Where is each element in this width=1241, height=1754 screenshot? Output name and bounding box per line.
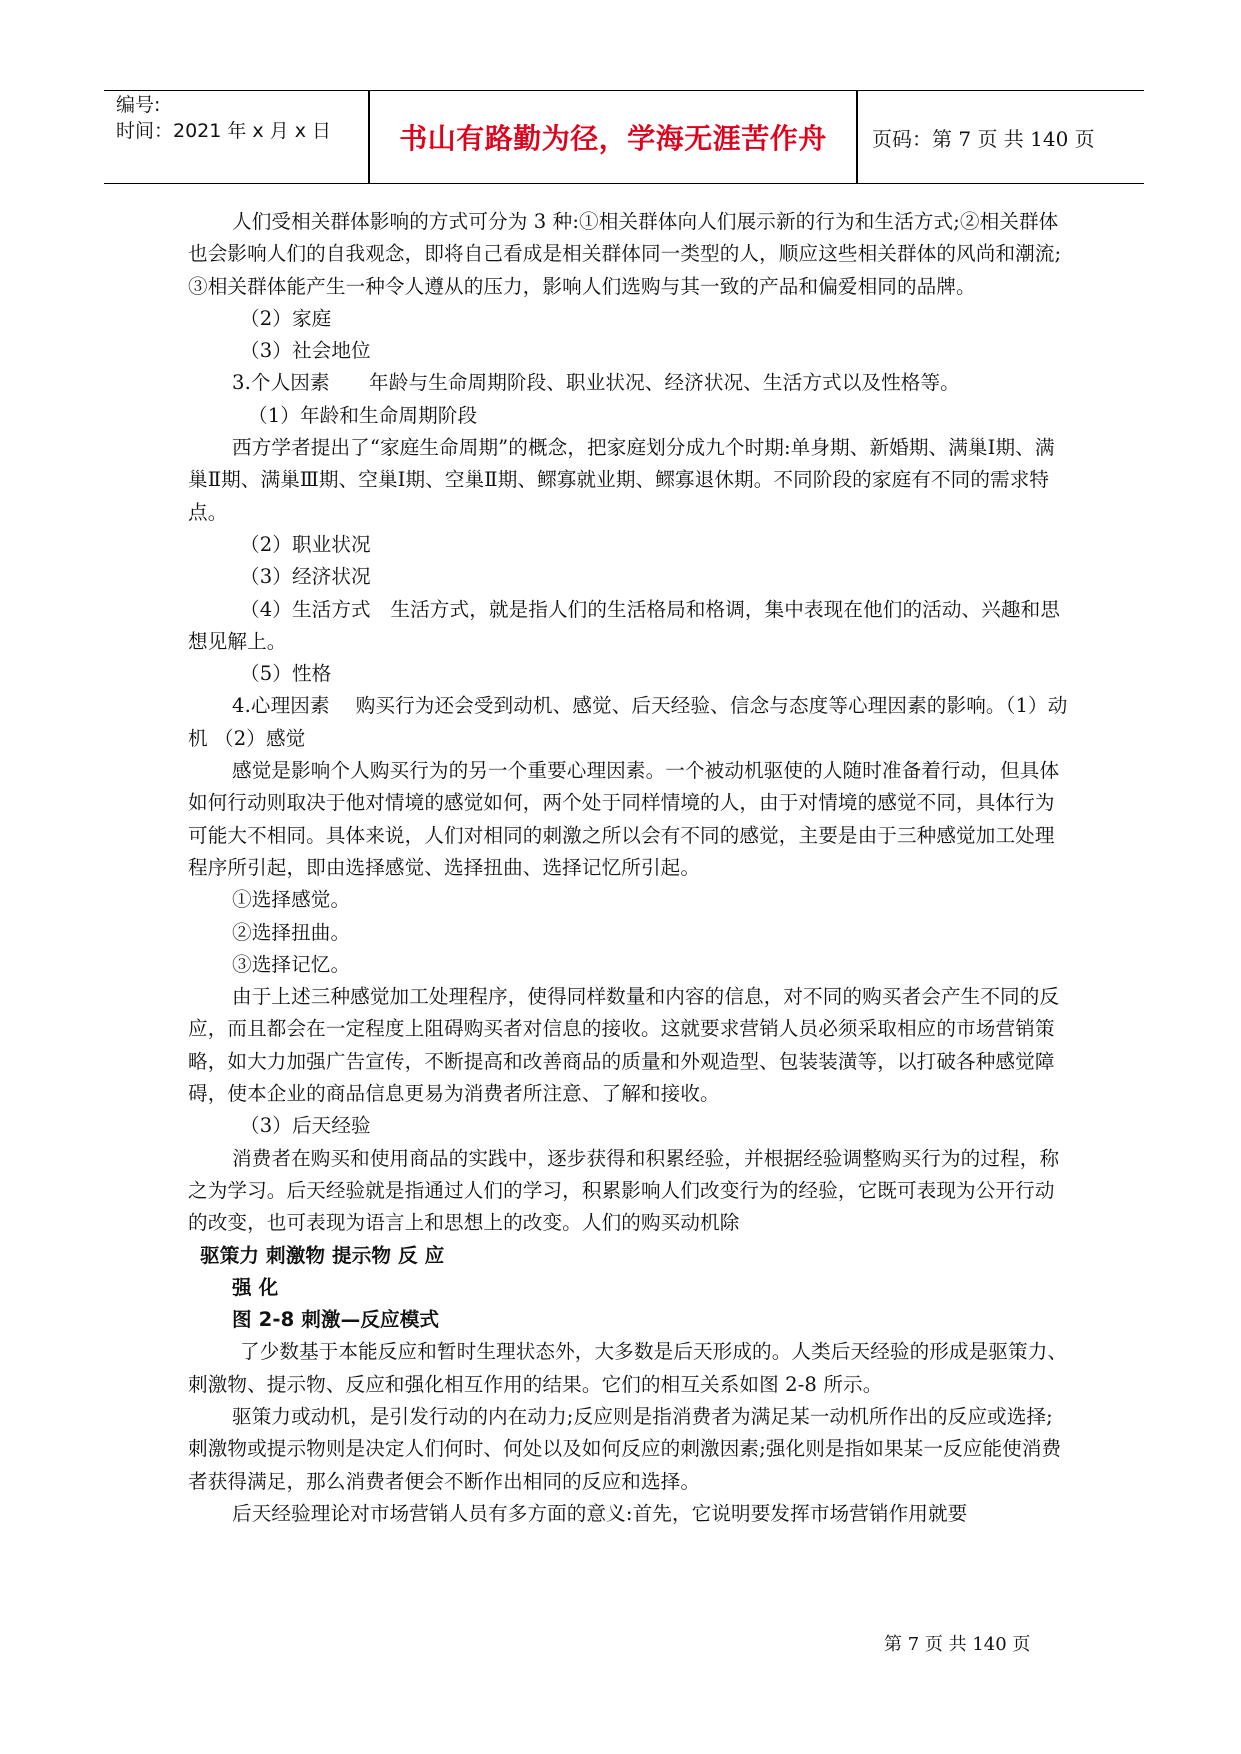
paragraph: 西方学者提出了“家庭生命周期”的概念，把家庭划分成九个时期:单身期、新婚期、满巢Ⅰ期、满巢Ⅱ期、满巢Ⅲ期、空巢Ⅰ期、空巢Ⅱ期、鳏寡就业期、鳏寡退休期。不同阶段的家庭有不同的需求特点。: [188, 436, 1055, 524]
paragraph: 消费者在购买和使用商品的实践中，逐步获得和积累经验，并根据经验调整购买行为的过程，称之为学习。后天经验就是指通过人们的学习，积累影响人们改变行为的经验，它既可表现为公开行动的改变，也可表现为语言上和思想上的改变。人们的购买动机除: [188, 1146, 1060, 1235]
paragraph: （1）年龄和生命周期阶段: [248, 403, 478, 427]
section-heading: 3.个人因素 年龄与生命周期阶段、职业状况、经济状况、生活方式以及性格等。: [232, 371, 960, 395]
paragraph: ①选择感觉。: [232, 888, 351, 912]
header-motto: 书山有路勤为径，学海无涯苦作舟: [399, 122, 827, 155]
paragraph: 人们受相关群体影响的方式可分为 3 种:①相关群体向人们展示新的行为和生活方式;②相关群体也会影响人们的自我观念，即将自己看成是相关群体同一类型的人，顺应这些相关群体的风尚和潮流;③相关群体能产生一种令人遵从的压力，影响人们选购与其一致的产品和偏爱相同的品牌。: [188, 210, 1062, 298]
paragraph: （3）后天经验: [240, 1114, 371, 1138]
document-body: [188, 206, 1068, 1530]
section-heading: 4.心理因素 购买行为还会受到动机、感觉、后天经验、信念与态度等心理因素的影响。（1）动机 （2）感觉: [188, 694, 1068, 750]
paragraph: 由于上述三种感觉加工处理程序，使得同样数量和内容的信息，对不同的购买者会产生不同的反应，而且都会在一定程度上阻碍购买者对信息的接收。这就要求营销人员必须采取相应的市场营销策略，如大力加强广告宣传，不断提高和改善商品的质量和外观造型、包装装潢等，以打破各种感觉障碍，使本企业的商品信息更易为消费者所注意、了解和接收。: [188, 985, 1060, 1106]
document-time-label: 时间：2021 年 x 月 x 日: [116, 120, 332, 142]
paragraph: （2）职业状况: [240, 532, 371, 556]
header-meta: [116, 91, 361, 183]
paragraph: ②选择扭曲。: [232, 920, 351, 944]
paragraph: 了少数基于本能反应和暂时生理状态外，大多数是后天形成的。人类后天经验的形成是驱策力、刺激物、提示物、反应和强化相互作用的结果。它们的相互关系如图 2-8 所示。: [188, 1340, 1068, 1396]
page-header: [104, 90, 1144, 184]
figure-label-row: 强 化: [232, 1275, 279, 1299]
paragraph: （2）家庭: [240, 306, 332, 330]
paragraph: （3）经济状况: [240, 565, 371, 589]
paragraph: （3）社会地位: [240, 339, 371, 363]
document-number-label: 编号:: [116, 94, 161, 116]
header-divider: [856, 91, 858, 183]
paragraph: （5）性格: [240, 662, 332, 686]
paragraph: 驱策力或动机，是引发行动的内在动力;反应则是指消费者为满足某一动机所作出的反应或选择;刺激物或提示物则是决定人们何时、何处以及如何反应的刺激因素;强化则是指如果某一反应能使消费者获得满足，那么消费者便会不断作出相同的反应和选择。: [188, 1404, 1062, 1493]
paragraph: 后天经验理论对市场营销人员有多方面的意义:首先，它说明要发挥市场营销作用就要: [232, 1501, 968, 1525]
figure-caption: 图 2-8 刺激—反应模式: [232, 1308, 440, 1332]
figure-label-row: 驱策力 刺激物 提示物 反 应: [200, 1243, 445, 1267]
page-footer: 第 7 页 共 140 页: [884, 1634, 1031, 1655]
header-page-code: 页码：第 7 页 共 140 页: [872, 126, 1095, 151]
paragraph: （4）生活方式 生活方式，就是指人们的生活格局和格调，集中表现在他们的活动、兴趣和思想见解上。: [188, 597, 1061, 653]
paragraph: ③选择记忆。: [232, 952, 351, 976]
paragraph: 感觉是影响个人购买行为的另一个重要心理因素。一个被动机驱使的人随时准备着行动，但具体如何行动则取决于他对情境的感觉如何，两个处于同样情境的人，由于对情境的感觉不同，具体行为可能大不相同。具体来说，人们对相同的刺激之所以会有不同的感觉，主要是由于三种感觉加工处理程序所引起，即由选择感觉、选择扭曲、选择记忆所引起。: [188, 759, 1060, 879]
